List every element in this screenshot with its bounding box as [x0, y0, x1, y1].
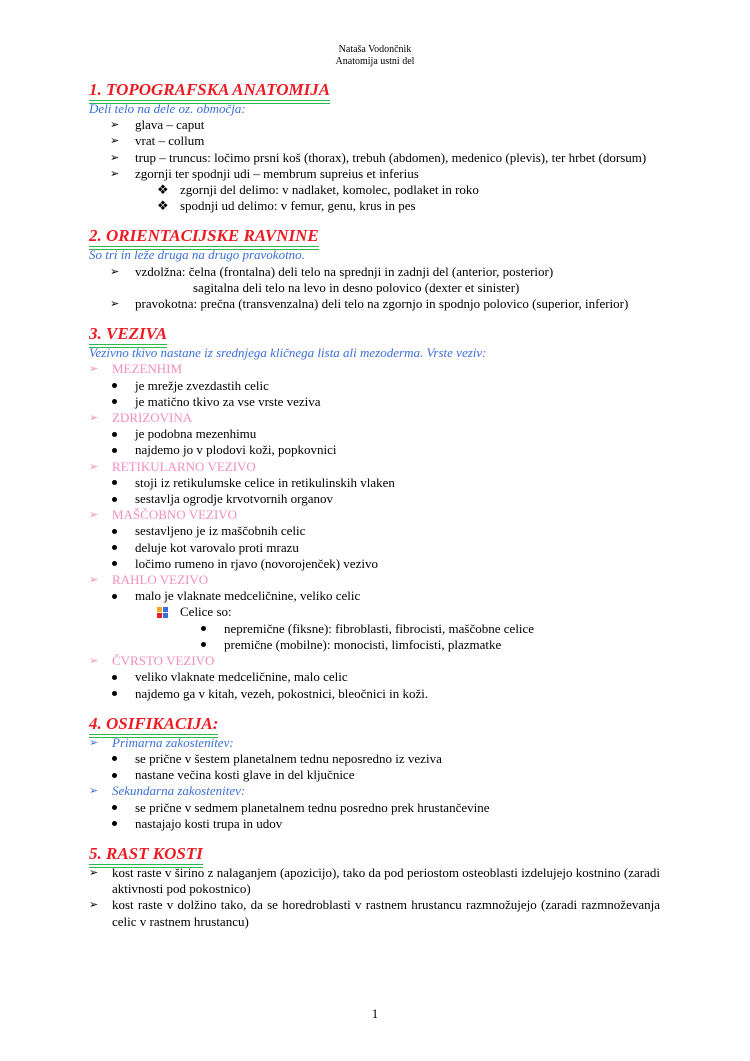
dot-bullet-icon — [110, 378, 135, 394]
list-item: sestavlja ogrodje krvotvornih organov — [89, 491, 660, 507]
subheading: ➢ MEZENHIM — [89, 361, 183, 377]
subheading: ➢ RAHLO VEZIVO — [89, 572, 209, 588]
list-item: je podobna mezenhimu — [89, 426, 660, 442]
list-item: ➢ vzdolžna: čelna (frontalna) deli telo na sprednji in zadnji del (anterior, posterior) — [110, 263, 554, 279]
list-item: najdemo jo v plodovi koži, popkovnici — [89, 442, 660, 458]
arrow-bullet-icon: ➢ — [89, 509, 99, 522]
subheading: ➢ ČVRSTO VEZIVO — [89, 653, 215, 669]
list-item: je mrežje zvezdastih celic — [89, 378, 660, 394]
list-item: nastane večina kosti glave in del ključnice — [89, 767, 660, 783]
section-title: 4. OSIFIKACIJA: — [89, 713, 219, 733]
section-intro: Deli telo na dele oz. območja: — [89, 101, 246, 116]
list-subitem: ❖ zgornji del delimo: v nadlaket, komolec, podlaket in roko — [157, 182, 479, 198]
subheading: ➢ ZDRIZOVINA — [89, 410, 193, 426]
header-subtitle: Anatomija ustni del — [335, 56, 415, 67]
dot-bullet-icon — [110, 816, 135, 832]
section-title: 3. VEZIVA — [89, 324, 168, 344]
page-number: 1 — [371, 1006, 379, 1021]
list-item: sestavljeno je iz maščobnih celic — [89, 523, 660, 539]
section-intro: Vezivno tkivo nastane iz srednjega kličnega lista ali mezoderma. Vrste veziv: — [89, 345, 487, 361]
list-item: malo je vlaknate medceličnine, veliko celic — [89, 588, 660, 604]
section-title: 5. RAST KOSTI — [89, 843, 203, 863]
document-body — [89, 80, 660, 936]
list-item: se prične v šestem planetalnem tednu neposredno iz veziva — [89, 751, 660, 767]
arrow-bullet-icon: ➢ — [89, 460, 99, 473]
subheading: ➢ RETIKULARNO VEZIVO — [89, 458, 256, 474]
dot-bullet-icon — [199, 637, 224, 653]
subheading: ➢ Sekundarna zakostenitev: — [89, 783, 246, 799]
colored-square-bullet-icon — [157, 604, 180, 620]
section-intro: So tri in leže druga na drugo pravokotno. — [89, 247, 305, 263]
arrow-bullet-icon: ➢ — [89, 655, 99, 668]
list-item: je matično tkivo za vse vrste veziva — [89, 394, 660, 410]
arrow-bullet-icon: ➢ — [89, 899, 99, 912]
dot-bullet-icon — [110, 491, 135, 507]
dot-bullet-icon — [110, 767, 135, 783]
arrow-bullet-icon: ➢ — [110, 265, 120, 278]
arrow-bullet-icon: ➢ — [110, 167, 120, 180]
page-header — [0, 44, 750, 68]
dot-bullet-icon — [110, 751, 135, 767]
dot-bullet-icon — [110, 588, 135, 604]
section-veziva — [89, 324, 660, 701]
arrow-bullet-icon: ➢ — [110, 119, 120, 132]
dot-bullet-icon — [110, 442, 135, 458]
arrow-bullet-icon: ➢ — [89, 363, 99, 376]
header-author: Nataša Vodončnik — [338, 44, 412, 55]
arrow-bullet-icon: ➢ — [89, 412, 99, 425]
list-item: ➢ vrat – collum — [110, 133, 205, 149]
section-osifikacija — [89, 714, 660, 832]
list-item: ➢ pravokotna: prečna (transvenzalna) deli telo na zgornjo in spodnjo polovico (superior, inferior) — [110, 296, 629, 312]
list-item: deluje kot varovalo proti mrazu — [89, 540, 660, 556]
list-item: stoji iz retikulumske celice in retikulinskih vlaken — [89, 475, 660, 491]
dot-bullet-icon — [110, 556, 135, 572]
list-item: se prične v sedmem planetalnem tednu posredno prek hrustančevine — [89, 800, 660, 816]
arrow-bullet-icon: ➢ — [89, 785, 99, 798]
dot-bullet-icon — [110, 426, 135, 442]
arrow-bullet-icon: ➢ — [89, 866, 99, 879]
dot-bullet-icon — [110, 523, 135, 539]
dot-bullet-icon — [110, 475, 135, 491]
section-title: 1. TOPOGRAFSKA ANATOMIJA — [89, 80, 331, 99]
list-item: ➢ kost raste v dolžino tako, da se horedroblasti v rastnem hrustancu razmnožujejo (zaradi razmnoževanja celic v rastnem hrustancu) — [89, 897, 660, 929]
list-subsubitem: premične (mobilne): monocisti, limfocisti, plazmatke — [89, 637, 660, 653]
arrow-bullet-icon: ➢ — [110, 151, 120, 164]
dot-bullet-icon — [110, 540, 135, 556]
list-item: ➢ kost raste v širino z nalaganjem (apozicijo), tako da pod periostom osteoblasti izdelujejo kostnino (zaradi aktivnosti pod pokostnico) — [89, 864, 660, 897]
section-orientacijske — [89, 226, 660, 312]
dot-bullet-icon — [110, 394, 135, 410]
arrow-bullet-icon: ➢ — [89, 574, 99, 587]
list-subitem: ❖ spodnji ud delimo: v femur, genu, krus in pes — [157, 198, 416, 214]
list-subsubitem: nepremične (fiksne): fibroblasti, fibrocisti, maščobne celice — [89, 621, 660, 637]
section-title: 2. ORIENTACIJSKE RAVNINE — [89, 226, 319, 246]
list-item: ➢ trup – truncus: ločimo prsni koš (thorax), trebuh (abdomen), medenico (plevis), ter hrbet (dorsum) — [110, 149, 647, 165]
subheading: ➢ MAŠČOBNO VEZIVO — [89, 507, 238, 523]
list-item: nastajajo kosti trupa in udov — [89, 816, 660, 832]
section-topografska — [89, 80, 660, 214]
dot-bullet-icon — [199, 621, 224, 637]
list-item-continuation: sagitalna deli telo na levo in desno polovico (dexter et sinister) — [193, 279, 520, 295]
list-item: ➢ glava – caput — [110, 117, 205, 133]
list-item: ločimo rumeno in rjavo (novorojenček) vezivo — [89, 556, 660, 572]
list-item: najdemo ga v kitah, vezeh, pokostnici, bleočnici in koži. — [89, 686, 660, 702]
dot-bullet-icon — [110, 669, 135, 685]
list-subitem: Celice so: — [89, 604, 660, 620]
dot-bullet-icon — [110, 686, 135, 702]
list-item: veliko vlaknate medceličnine, malo celic — [89, 669, 660, 685]
diamond-bullet-icon: ❖ — [157, 198, 169, 214]
arrow-bullet-icon: ➢ — [110, 135, 120, 148]
section-rast-kosti — [89, 844, 660, 930]
dot-bullet-icon — [110, 800, 135, 816]
arrow-bullet-icon: ➢ — [89, 736, 99, 749]
diamond-bullet-icon: ❖ — [157, 182, 169, 198]
subheading: ➢ Primarna zakostenitev: — [89, 734, 234, 750]
list-item: ➢ zgornji ter spodnji udi – membrum supreius et inferius — [110, 165, 419, 181]
arrow-bullet-icon: ➢ — [110, 298, 120, 311]
